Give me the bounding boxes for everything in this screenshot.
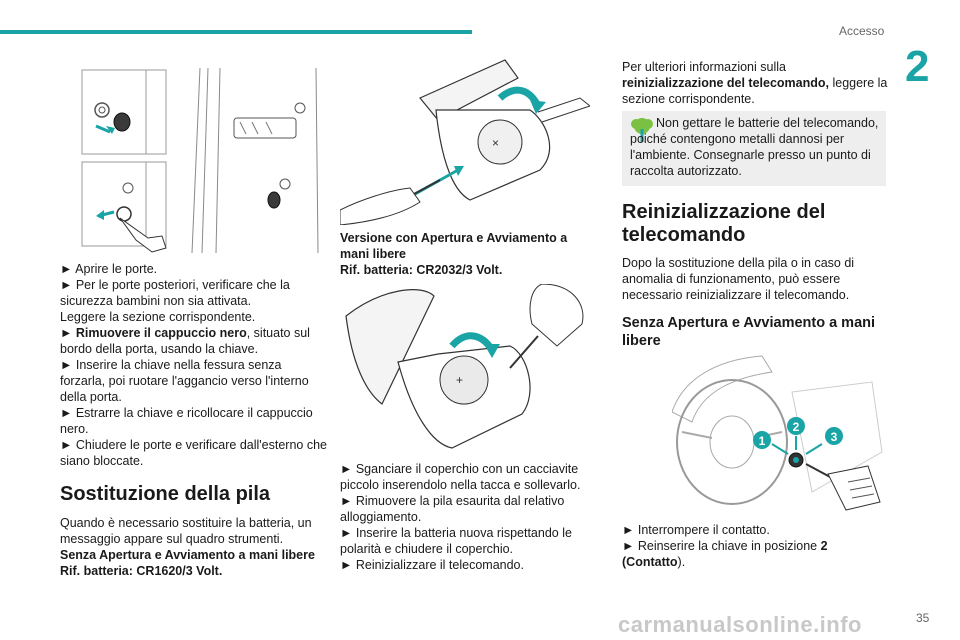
step-remove-cap: ► Rimuovere il cappuccio nero, situato sul bordo della porta, usando la chiave. — [60, 326, 310, 356]
section-title: Accesso — [839, 24, 885, 38]
step-remove-battery: ► Rimuovere la pila esaurita dal relativo alloggiamento. — [340, 494, 565, 524]
key-fob-icon — [828, 466, 880, 510]
rotate-arrow-icon — [452, 336, 492, 350]
battery-ref: Rif. batteria: CR2032/3 Volt. — [340, 263, 503, 277]
battery-ref: Rif. batteria: CR1620/3 Volt. — [60, 564, 223, 578]
reinit-steps — [622, 522, 888, 570]
step-insert-battery: ► Inserire la batteria nuova rispettando le polarità e chiudere il coperchio. — [340, 526, 572, 556]
more-info: Per ulteriori informazioni sulla reinizializzazione del telecomando, leggere la sezione corrispondente. — [622, 60, 888, 106]
header-accent-bar — [0, 30, 472, 34]
left-column — [60, 261, 328, 579]
page-number: 35 — [916, 611, 930, 625]
read-section: Leggere la sezione corrispondente. — [60, 310, 256, 324]
chapter-number: 2 — [905, 42, 930, 91]
battery-intro: Quando è necessario sostituire la batteria, un messaggio appare sul quadro strumenti. — [60, 516, 312, 546]
watermark: carmanualsonline.info — [618, 612, 862, 637]
reinit-section — [622, 201, 888, 350]
step-ignition-off: ► Interrompere il contatto. — [622, 523, 770, 537]
reinit-subheading: Senza Apertura e Avviamento a mani libere — [622, 315, 876, 349]
step-child-lock: ► Per le porte posteriori, verificare che la sicurezza bambini non sia attivata. — [60, 278, 290, 308]
variant-label: Senza Apertura e Avviamento a mani libere — [60, 548, 315, 562]
note-text: Non gettare le batterie del telecomando, poiché contengono metalli dannosi per l'ambiente. Consegnarle presso un punto di raccolta autorizzato. — [630, 116, 879, 178]
step-unhook-cover: ► Sganciare il coperchio con un cacciavite piccolo inserendolo nella tacca e sollevarlo. — [340, 462, 581, 492]
step-reinsert-key: ► Reinserire la chiave in posizione 2 (Contatto). — [622, 539, 828, 569]
screwdriver-icon — [340, 188, 420, 225]
svg-text:1: 1 — [758, 434, 766, 448]
step-reinit: ► Reinizializzare il telecomando. — [340, 558, 524, 572]
middle-variant-block — [340, 230, 590, 278]
middle-steps — [340, 461, 590, 573]
svg-text:×: × — [492, 136, 500, 150]
step-insert-key: ► Inserire la chiave nella fessura senza forzarla, poi ruotare l'aggancio verso l'interno della porta. — [60, 358, 309, 404]
battery-replace-illustration — [342, 284, 587, 452]
step-open-doors: ► Aprire le porte. — [60, 262, 158, 276]
step-close-doors: ► Chiudere le porte e verificare dall'esterno che siano bloccate. — [60, 438, 327, 468]
svg-text:3: 3 — [830, 430, 838, 444]
svg-text:2: 2 — [792, 420, 800, 434]
reinit-intro: Dopo la sostituzione della pila o in caso di anomalia di funzionamento, può essere necessario reinizializzare il telecomando. — [622, 256, 855, 302]
step-extract-key: ► Estrarre la chiave e ricollocare il cappuccio nero. — [60, 406, 313, 436]
svg-text:+: + — [456, 373, 464, 387]
key-fob-open-illustration — [340, 50, 590, 225]
variant-label: Versione con Apertura e Avviamento a mani libere — [340, 231, 568, 261]
reinit-heading: Reinizializzazione del telecomando — [622, 201, 826, 246]
battery-heading: Sostituzione della pila — [60, 483, 271, 505]
ignition-illustration — [672, 352, 884, 512]
door-lock-illustration — [80, 68, 330, 253]
environment-note — [622, 111, 886, 186]
lock-detail-frame-bottom — [82, 162, 166, 246]
